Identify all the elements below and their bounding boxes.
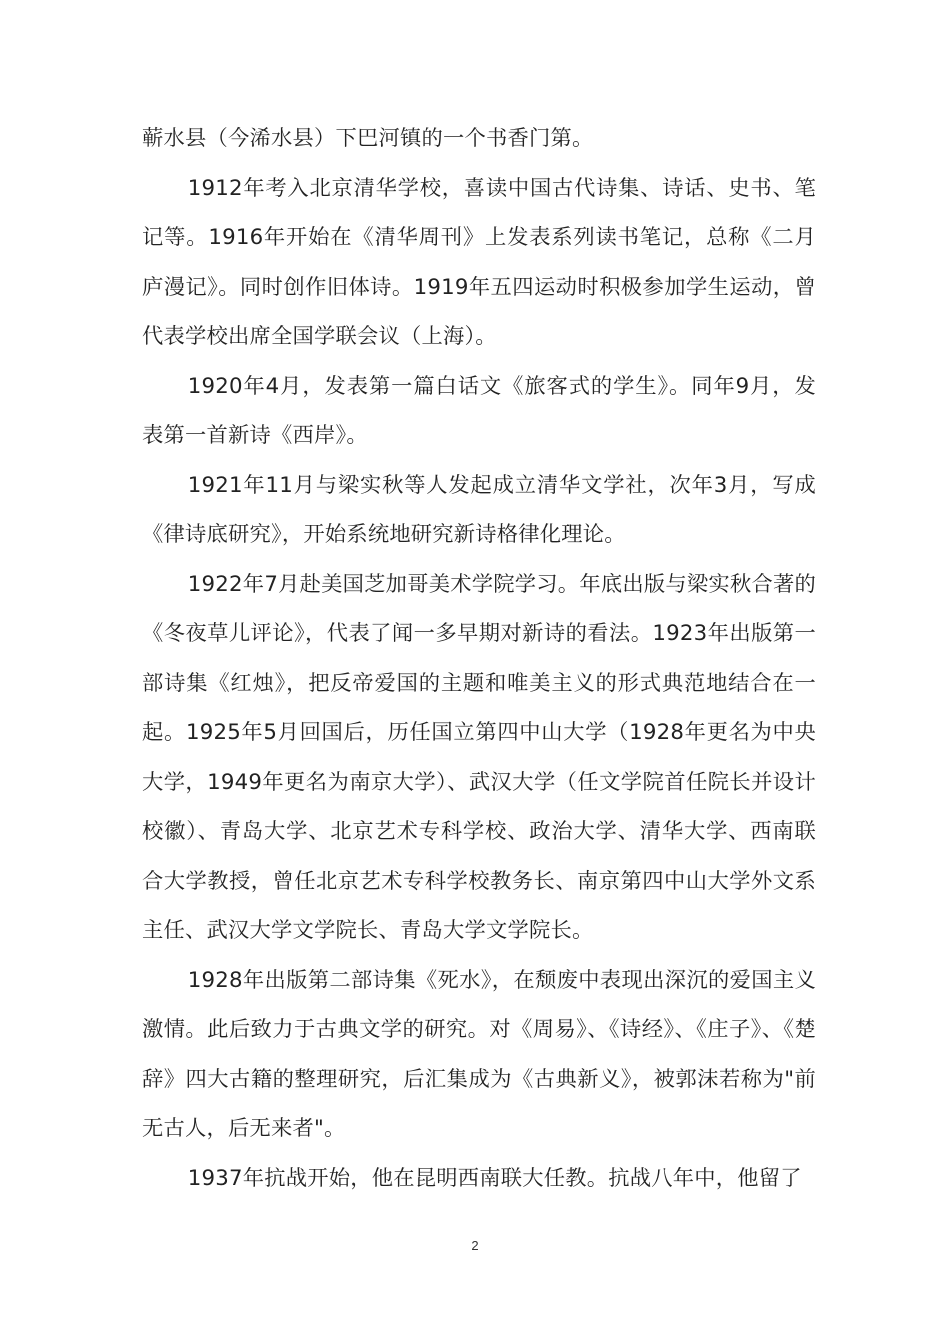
paragraph-2: 1912年考入北京清华学校，喜读中国古代诗集、诗话、史书、笔记等。1916年开始在《清华周刊》上发表系列读书笔记，总称《二月庐漫记》。同时创作旧体诗。1919年五四运动时积极参加学生运动，曾代表学校出席全国学联会议（上海）。 bbox=[142, 175, 816, 349]
paragraph-7: 1937年抗战开始，他在昆明西南联大任教。抗战八年中，他留了 bbox=[187, 1165, 802, 1191]
body-text bbox=[142, 114, 816, 1203]
paragraph-1: 蕲水县（今浠水县）下巴河镇的一个书香门第。 bbox=[142, 126, 594, 151]
paragraph-3: 1920年4月，发表第一篇白话文《旅客式的学生》。同年9月，发表第一首新诗《西岸》。 bbox=[142, 373, 816, 448]
paragraph-5: 1922年7月赴美国芝加哥美术学院学习。年底出版与梁实秋合著的《冬夜草儿评论》，代表了闻一多早期对新诗的看法。1923年出版第一部诗集《红烛》，把反帝爱国的主题和唯美主义的形式典范地结合在一起。1925年5月回国后，历任国立第四中山大学（1928年更名为中央大学，1949年更名为南京大学）、武汉大学（任文学院首任院长并设计校徽）、青岛大学、北京艺术专科学校、政治大学、清华大学、西南联合大学教授，曾任北京艺术专科学校教务长、南京第四中山大学外文系主任、武汉大学文学院长、青岛大学文学院长。 bbox=[142, 571, 816, 943]
page-number: 2 bbox=[471, 1238, 479, 1253]
paragraph-4: 1921年11月与梁实秋等人发起成立清华文学社，次年3月，写成《律诗底研究》，开始系统地研究新诗格律化理论。 bbox=[142, 472, 816, 547]
paragraph-6: 1928年出版第二部诗集《死水》，在颓废中表现出深沉的爱国主义激情。此后致力于古典文学的研究。对《周易》、《诗经》、《庄子》、《楚辞》四大古籍的整理研究，后汇集成为《古典新义》，被郭沫若称为"前无古人，后无来者"。 bbox=[142, 967, 816, 1141]
